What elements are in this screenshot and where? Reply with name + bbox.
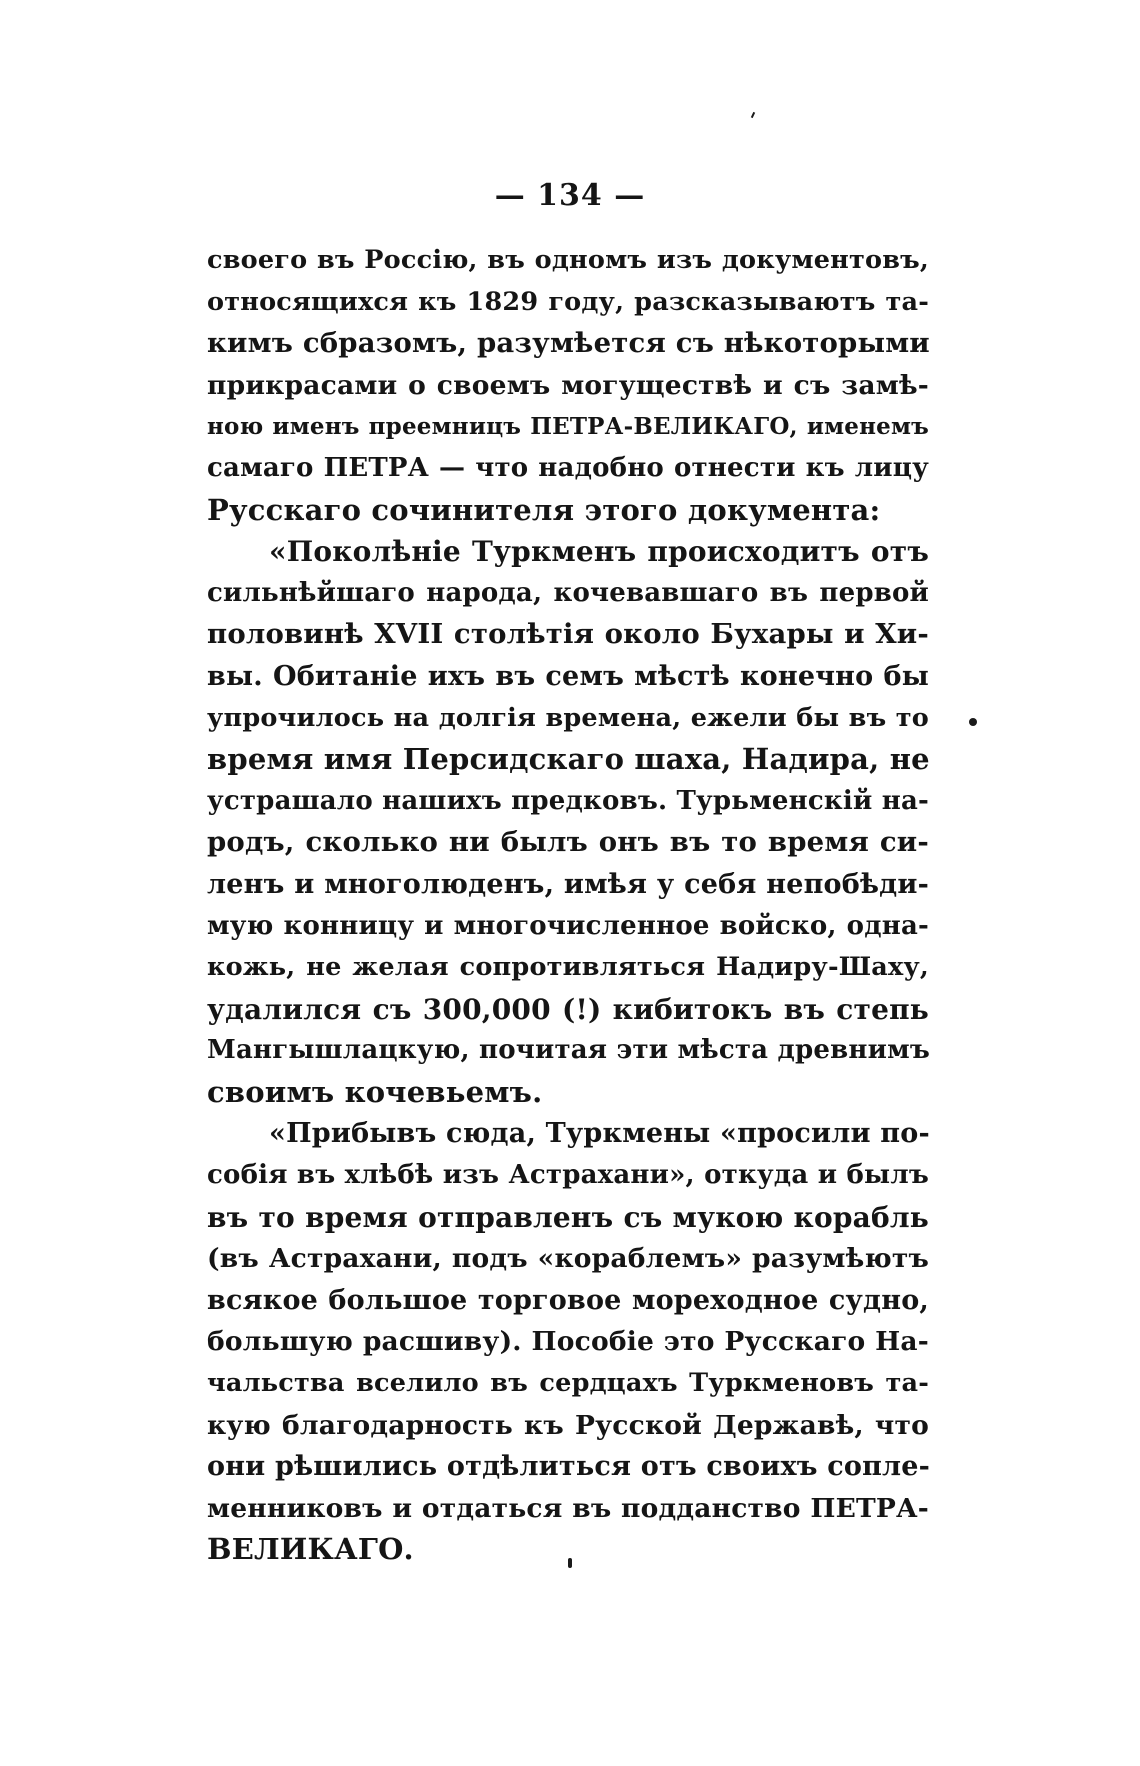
text-line: вы. Обитаніе ихъ въ семъ мѣстѣ конечно бы xyxy=(207,660,929,692)
text-line: (въ Астрахани, подъ «кораблемъ» разумѣютъ xyxy=(207,1243,929,1275)
text-line: менниковъ и отдаться въ подданство ПЕТРА- xyxy=(207,1492,929,1524)
text-line: относящихся къ 1829 году, разсказываютъ та- xyxy=(207,286,929,317)
text-line: кимъ сбразомъ, разумѣется съ нѣкоторыми xyxy=(207,327,930,360)
text-line: кую благодарность къ Русской Державѣ, что xyxy=(207,1409,929,1441)
text-line: кожь, не желая сопротивляться Надиру-Шаху, xyxy=(207,952,929,983)
text-line: ленъ и многолюденъ, имѣя у себя непобѣди- xyxy=(207,868,929,900)
text-line: собія въ хлѣбѣ изъ Астрахани», откуда и былъ xyxy=(207,1160,929,1191)
text-line: самаго ПЕТРА — что надобно отнести къ лицу xyxy=(207,452,929,483)
text-line: время имя Персидскаго шаха, Надира, не xyxy=(207,742,930,777)
page-number: — 134 — xyxy=(494,178,646,213)
text-line: родъ, сколько ни былъ онъ въ то время си- xyxy=(207,826,929,859)
text-line: ною именъ преемницъ ПЕТРА-ВЕЛИКАГО, именемъ xyxy=(207,413,929,441)
ink-speck xyxy=(751,112,755,118)
text-line: удалился съ 300,000 (!) кибитокъ въ степь xyxy=(207,992,929,1026)
text-line: устрашало нашихъ предковъ. Турьменскій на- xyxy=(207,785,929,816)
text-line: своего въ Россію, въ одномъ изъ документовъ, xyxy=(207,245,929,275)
ink-dot xyxy=(969,718,977,726)
text-line: своимъ кочевьемъ. xyxy=(207,1074,543,1109)
text-line: ВЕЛИКАГО. xyxy=(207,1532,414,1567)
text-line: въ то время отправленъ съ мукою корабль xyxy=(207,1200,929,1234)
body-text xyxy=(207,240,929,1571)
text-line: Русскаго сочинителя этого документа: xyxy=(207,492,881,527)
text-line: прикрасами о своемъ могуществѣ и съ замѣ- xyxy=(207,369,929,401)
text-line: упрочилось на долгія времена, ежели бы въ то xyxy=(207,702,929,733)
text-line: сильнѣйшаго народа, кочевавшаго въ первой xyxy=(207,577,929,608)
text-line: половинѣ XVII столѣтія около Бухары и Хи- xyxy=(207,618,929,651)
ink-mark xyxy=(568,1558,572,1568)
text-line: «Поколѣніе Туркменъ происходитъ отъ xyxy=(269,535,929,569)
text-line: всякое большое торговое мореходное судно, xyxy=(207,1284,929,1316)
text-line: «Прибывъ сюда, Туркмены «просили по- xyxy=(269,1118,930,1150)
text-line: Мангышлацкую, почитая эти мѣста древнимъ xyxy=(207,1035,931,1066)
text-line: большую расшиву). Пособіе это Русскаго На- xyxy=(207,1326,929,1358)
text-line: чальства вселило въ сердцахъ Туркменовъ та- xyxy=(207,1368,929,1399)
text-line: они рѣшились отдѣлиться отъ своихъ сопле- xyxy=(207,1451,931,1483)
text-line: мую конницу и многочисленное войско, одна- xyxy=(207,910,929,941)
